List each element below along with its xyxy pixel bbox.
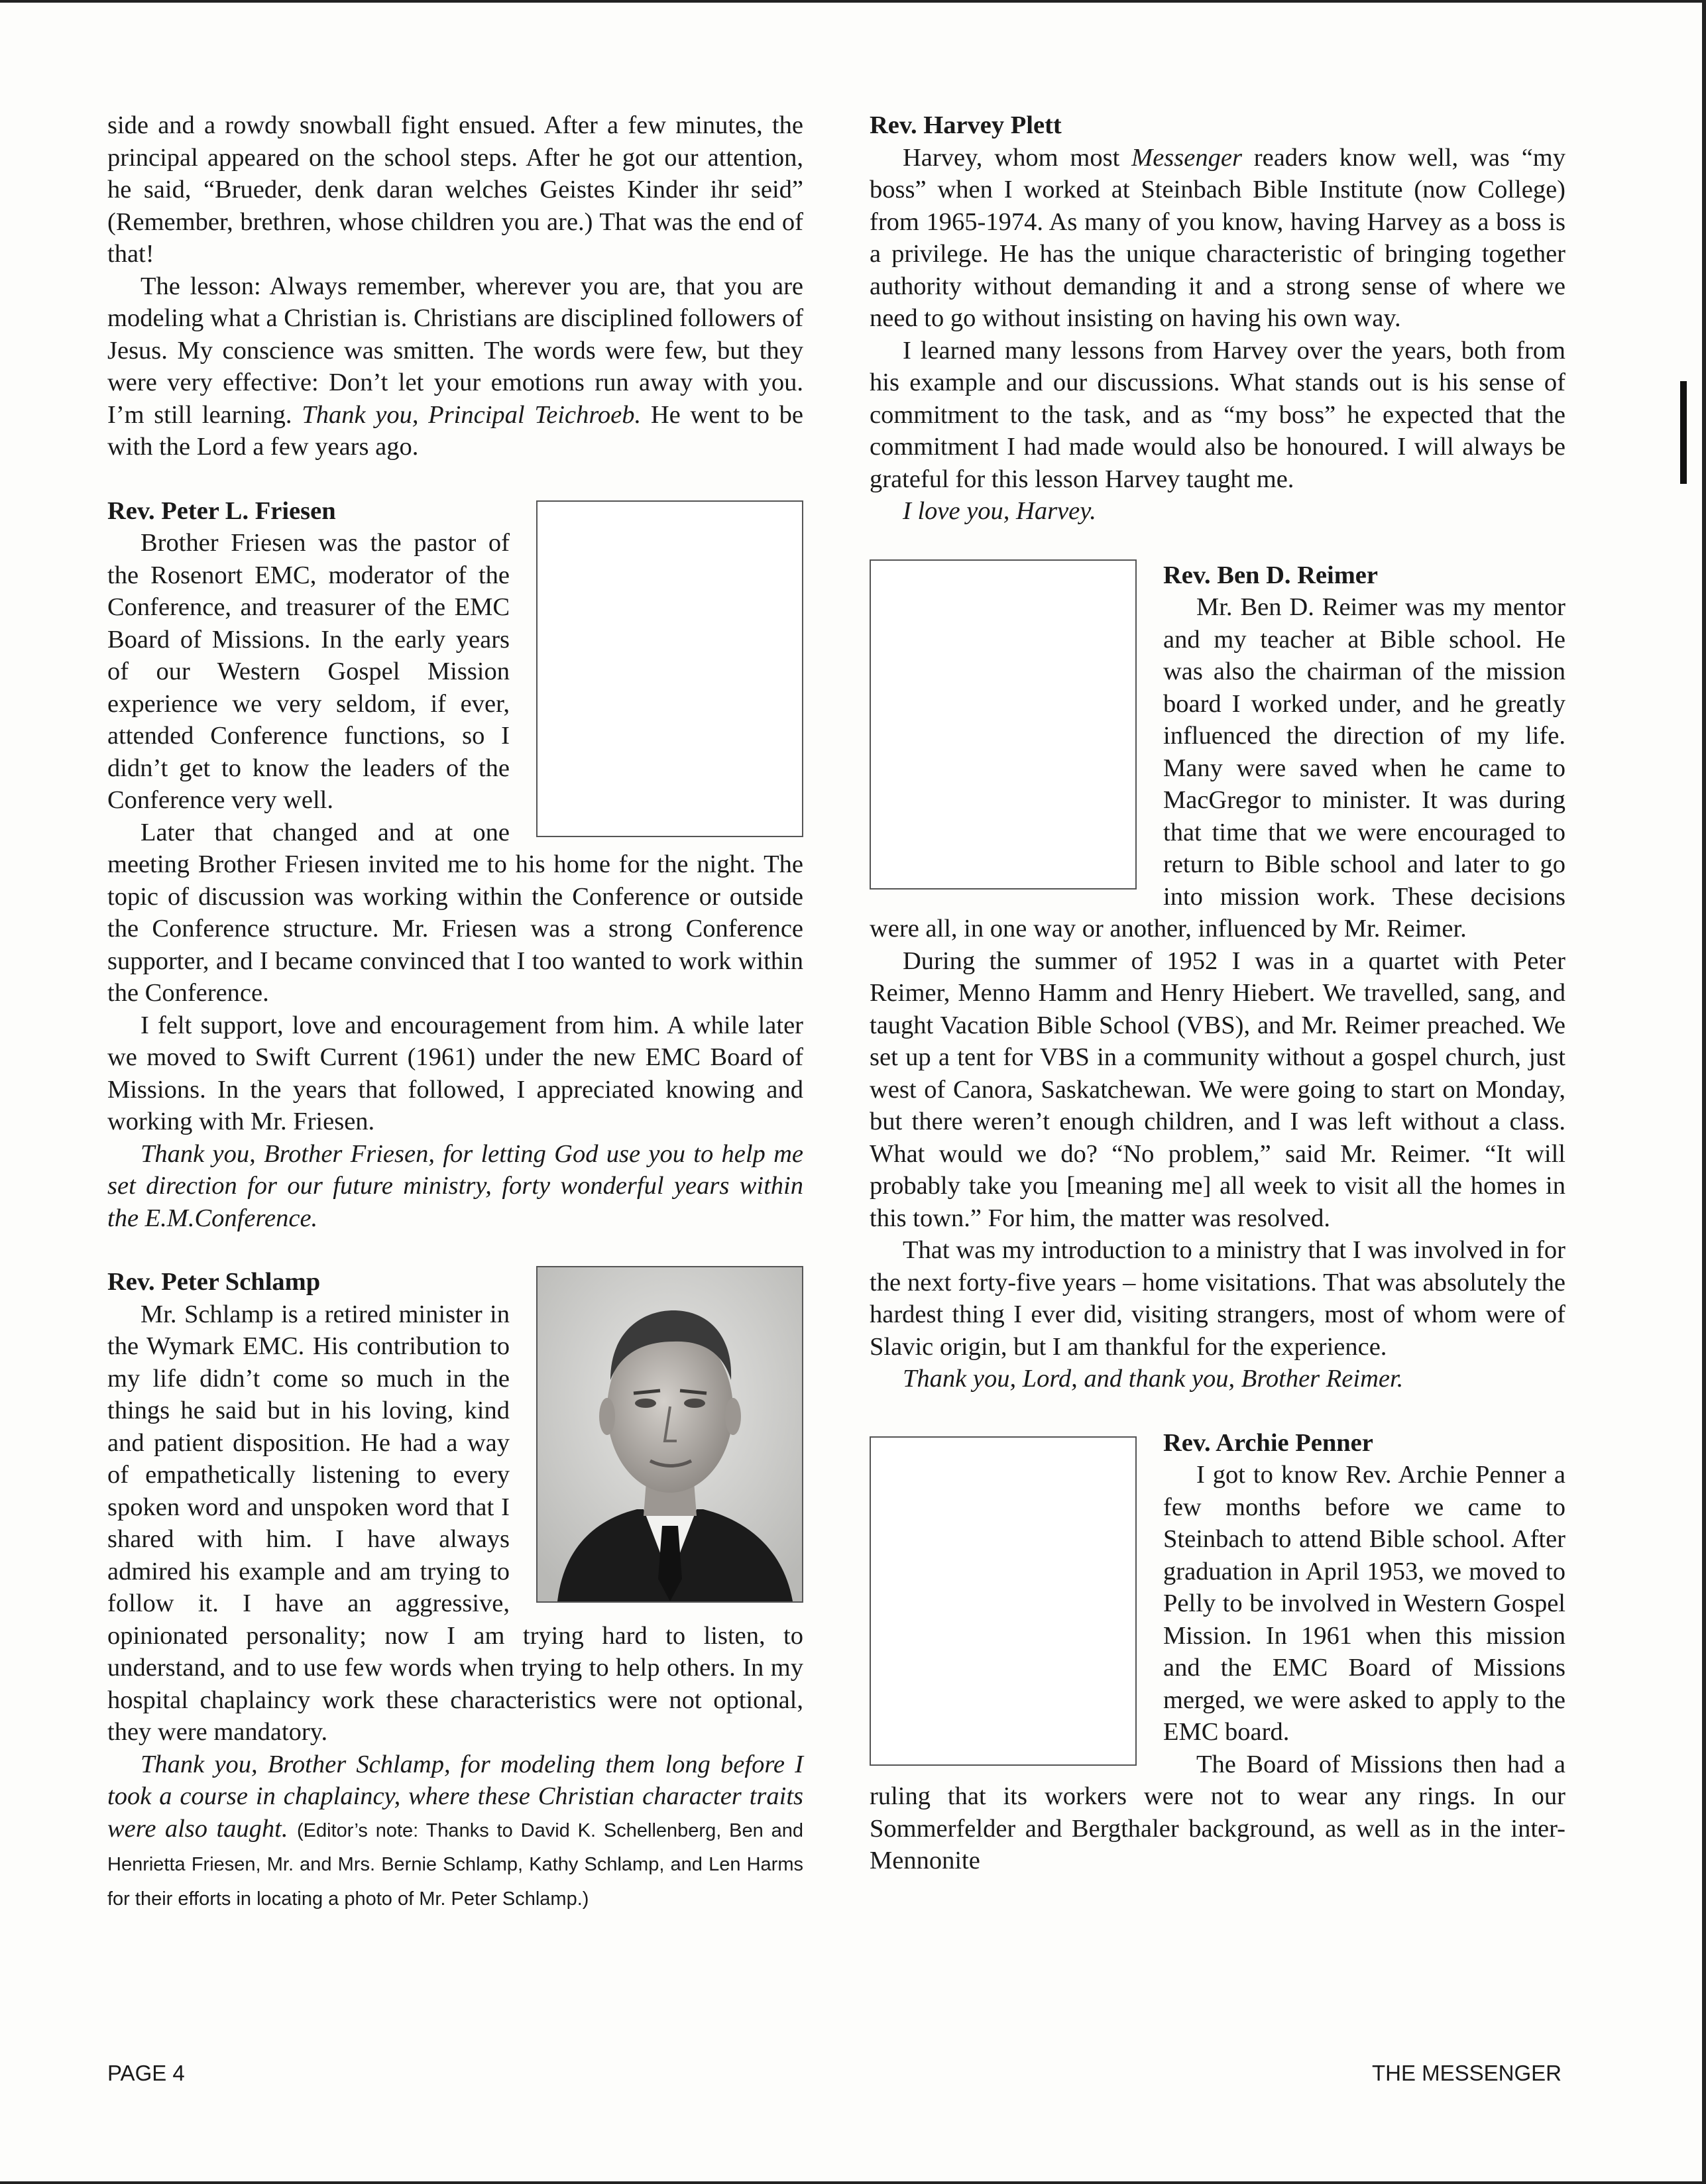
left-column [107, 109, 803, 1915]
friesen-heading: Rev. Peter L. Friesen [107, 496, 336, 525]
schlamp-thanks: Thank you, Brother Schlamp, for modeling them long before I took a course in chaplaincy, where these Christian character traits were also taught. [107, 1750, 803, 1843]
section-reimer [870, 559, 1565, 1395]
reimer-paragraph-2: During the summer of 1952 I was in a quartet with Peter Reimer, Menno Hamm and Henry Hiebert. We travelled, sang, and taught Vacation Bible School (VBS), and Mr. Reimer preached. We set up a tent for VBS in a community without a gospel church, just west of Canora, Saskatchewan. We were going to start on Monday, but there weren’t enough children, and I was left without a class. What would we do? “No problem,” said Mr. Reimer. “It will probably take you [meaning me] all week to visit all the homes in this town.” For him, the matter was resolved. [870, 947, 1565, 1232]
reimer-thanks: Thank you, Lord, and thank you, Brother Reimer. [903, 1365, 1404, 1393]
plett-thanks: I love you, Harvey. [903, 497, 1096, 525]
section-plett [870, 109, 1565, 528]
scan-edge-mark [1680, 381, 1687, 484]
friesen-thanks: Thank you, Brother Friesen, for letting God use you to help me set direction for our future ministry, forty wonderful years within the E.M.Conference. [107, 1139, 803, 1232]
section-penner [870, 1427, 1565, 1877]
publication-name: THE MESSENGER [1371, 2061, 1562, 2085]
page-border-bottom [0, 2181, 1706, 2184]
friesen-paragraph-2: Later that changed and at one meeting Brother Friesen invited me to his home for the night. The topic of discussion was working within the Conference or outside the Conference structure. Mr. Friesen was a strong Conference supporter, and I became convinced that I too wanted to work within the Conference. [107, 818, 803, 1007]
messenger-title: Messenger [1131, 143, 1242, 172]
reimer-photo-placeholder [870, 559, 1137, 890]
section-gap [870, 528, 1565, 559]
lesson-paragraph: The lesson: Always remember, wherever you are, that you are modeling what a Christian is. Christians are disciplined followers of Jesus. My conscience was smitten. The words were few, but they were very effective: Don’t let your emotions run away with you. I’m still learning. Thank you, Principal Teichroeb. He went to be with the Lord a few years ago. [107, 272, 804, 461]
friesen-paragraph-3: I felt support, love and encouragement from him. A while later we moved to Swift Current (1961) under the new EMC Board of Missions. In the years that followed, I appreciated knowing and working with Mr. Friesen. [107, 1011, 803, 1135]
portrait-image [538, 1267, 802, 1601]
thanks-teichroeb: Thank you, Principal Teichroeb. [302, 400, 642, 429]
section-schlamp [107, 1266, 803, 1915]
friesen-paragraph-1: Brother Friesen was the pastor of the Rosenort EMC, moderator of the Conference, and treasurer of the EMC Board of Missions. In the early years of our Western Gospel Mission experience we very seldom, if ever, attended Conference functions, so I didn’t get to know the leaders of the Conference very well. [107, 529, 510, 814]
reimer-paragraph-3: That was my introduction to a ministry that I was involved in for the next forty-five years – home visitations. That was absolutely the hardest thing I ever did, visiting strangers, most of whom were of Slavic origin, but I am thankful for the experience. [870, 1236, 1565, 1361]
schlamp-thanks-paragraph [107, 1749, 803, 1916]
plett-paragraph-2: I learned many lessons from Harvey over the years, both from his example and our discussions. What stands out is his sense of commitment to the task, and as “my boss” he expected that the commitment I had made would also be honoured. I will always be grateful for this lesson Harvey taught me. [870, 336, 1565, 493]
penner-paragraph-2: The Board of Missions then had a ruling that its workers were not to wear any rings. In our Sommerfelder and Bergthaler background, as well as in the inter-Mennonite [870, 1750, 1565, 1874]
section-gap [107, 463, 803, 495]
editor-note: (Editor’s note: Thanks to David K. Schellenberg, Ben and Henrietta Friesen, Mr. and Mrs. Bernie Schlamp, Kathy Schlamp, and Len Harms for their efforts in locating a photo of Mr. Peter Schlamp.) [107, 1819, 804, 1910]
schlamp-heading: Rev. Peter Schlamp [107, 1268, 321, 1296]
page-border-right [1702, 0, 1706, 2184]
section-gap [870, 1395, 1565, 1427]
page-number: PAGE 4 [107, 2061, 185, 2085]
snowball-paragraph: side and a rowdy snowball fight ensued. After a few minutes, the principal appeared on the school steps. After he got our attention, he said, “Brueder, denk daran welches Geistes Kinder ihr seid” (Remember, brethren, whose children you are.) That was the end of that! [107, 111, 803, 268]
penner-photo-placeholder [870, 1436, 1137, 1766]
section-friesen [107, 495, 803, 1235]
friesen-photo-placeholder [536, 500, 803, 837]
schlamp-paragraph-1: Mr. Schlamp is a retired minister in the Wymark EMC. His contribution to my life didn’t come so much in the things he said but in his loving, kind and patient disposition. He had a way of empathetically listening to every spoken word and unspoken word that I shared with him. I have always admired his example and am trying to follow it. I have an aggressive, opinionated personality; now I am trying hard to listen, to understand, and to use few words when trying to help others. In my hospital chaplaincy work these characteristics were not optional, they were mandatory. [107, 1300, 803, 1746]
plett-heading: Rev. Harvey Plett [870, 111, 1062, 139]
penner-heading: Rev. Archie Penner [1163, 1428, 1373, 1457]
schlamp-portrait-photo [536, 1266, 803, 1603]
plett-paragraph-1: Harvey, whom most Messenger readers know well, was “my boss” when I worked at Steinbach Bible Institute (now College) from 1965-1974. As many of you know, having Harvey as a boss is a privilege. He has the unique characteristic of bringing together authority without demanding it and a strong sense of where we need to go without insisting on having his own way. [870, 143, 1565, 332]
section-gap [107, 1234, 803, 1266]
penner-paragraph-1: I got to know Rev. Archie Penner a few months before we came to Steinbach to attend Bible school. After graduation in April 1953, we moved to Pelly to be involved in Western Gospel Mission. In 1961 when this mission and the EMC Board of Missions merged, we were asked to apply to the EMC board. [1163, 1461, 1565, 1746]
reimer-heading: Rev. Ben D. Reimer [1163, 561, 1378, 589]
reimer-paragraph-1: Mr. Ben D. Reimer was my mentor and my teacher at Bible school. He was also the chairman of the mission board I worked under, and he greatly influenced the direction of my life. Many were saved when he came to MacGregor to minister. It was during that time that we were encouraged to return to Bible school and later to go into mission work. These decisions were all, in one way or another, influenced by Mr. Reimer. [870, 593, 1565, 943]
right-column [870, 109, 1565, 1877]
page-border-top [0, 0, 1706, 3]
